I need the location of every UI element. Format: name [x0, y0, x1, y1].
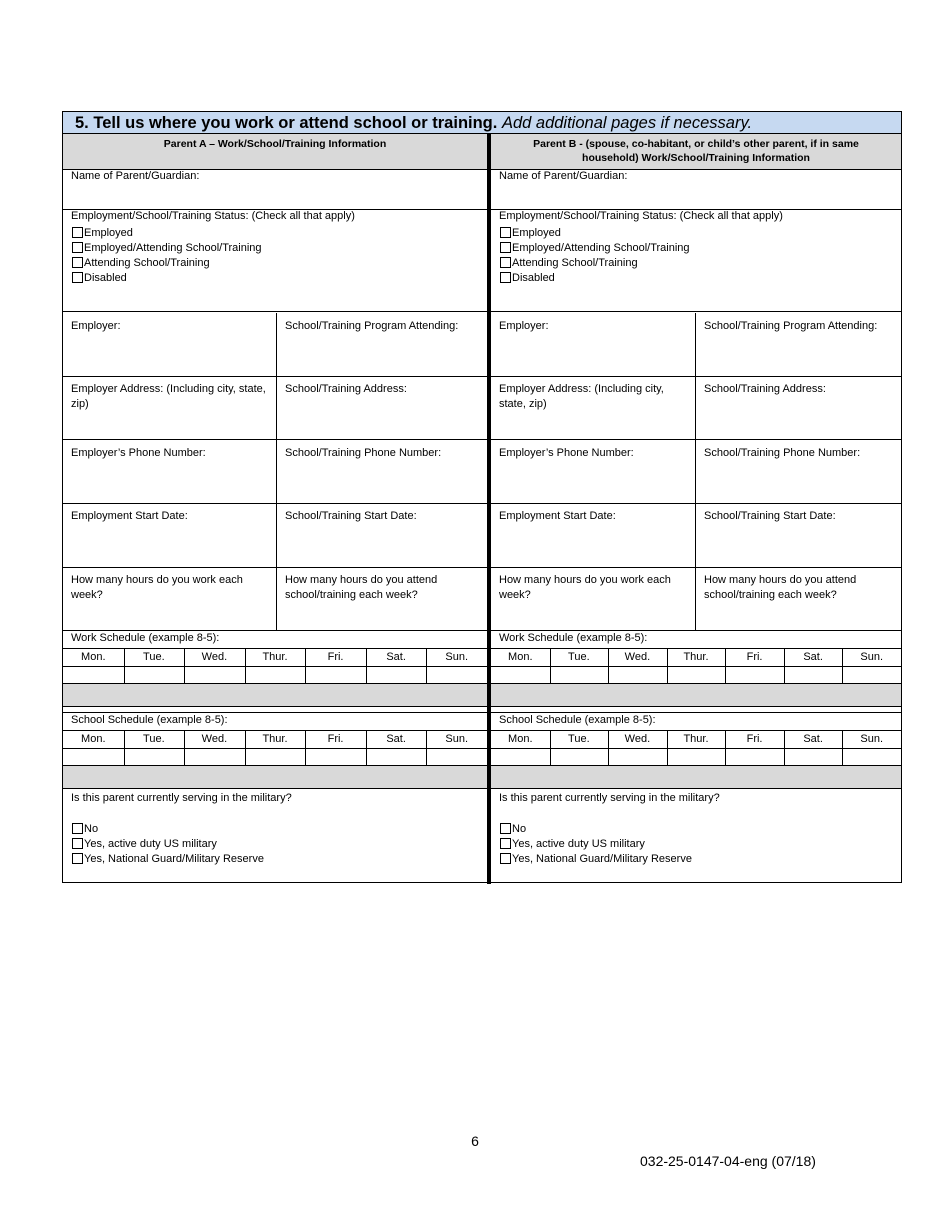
parent-a-military-option-0[interactable] [72, 821, 98, 836]
parent-a-school-schedule-day-header: Sat. [386, 733, 406, 745]
parent-b-work-schedule-day-input[interactable] [725, 667, 784, 683]
parent-b-status-option-2[interactable] [500, 255, 638, 270]
parent-b-employer-phone-input[interactable] [491, 476, 695, 503]
parent-a-employer-phone-input[interactable] [63, 476, 276, 503]
parent-b-employer-address-input[interactable] [491, 412, 695, 439]
row-divider [63, 311, 487, 312]
cell-divider [695, 376, 696, 439]
parent-a-school-schedule-day-header: Fri. [327, 733, 344, 745]
parent-b-work-hours-input[interactable] [491, 603, 695, 630]
parent-a-employment-start-label: Employment Start Date: [71, 510, 188, 522]
parent-a-military-option-label: Yes, National Guard/Military Reserve [84, 852, 264, 865]
parent-b-school-schedule-day-header: Fri. [746, 733, 763, 745]
row-divider [63, 666, 487, 667]
parent-b-status-option-label: Employed/Attending School/Training [512, 241, 690, 254]
cell-divider [276, 503, 277, 567]
row-divider [491, 730, 901, 731]
parent-b-work-schedule-label: Work Schedule (example 8-5): [499, 632, 648, 644]
parent-a-school-address-label: School/Training Address: [285, 383, 407, 395]
checkbox[interactable] [72, 272, 83, 283]
checkbox[interactable] [72, 242, 83, 253]
parent-b-work-schedule-day-input[interactable] [842, 667, 901, 683]
cell-divider [276, 567, 277, 630]
parent-a-status-option-2[interactable] [72, 255, 210, 270]
parent-b-school-address-label: School/Training Address: [704, 383, 826, 395]
parent-b-work-schedule-day-header: Mon. [508, 651, 533, 663]
parent-a-employer-phone-label: Employer’s Phone Number: [71, 447, 206, 459]
row-divider [63, 706, 487, 707]
parent-b-military-option-label: Yes, active duty US military [512, 837, 645, 850]
parent-a-school-start-input[interactable] [277, 539, 487, 567]
parent-a-status-option-label: Attending School/Training [84, 256, 210, 269]
parent-b-work-schedule-day-header: Sun. [860, 651, 884, 663]
parent-a-school-schedule-day-input[interactable] [124, 749, 185, 765]
parent-a-school-schedule-day-header: Wed. [201, 733, 228, 745]
row-divider [491, 648, 901, 649]
parent-a-status-option-label: Employed/Attending School/Training [84, 241, 262, 254]
parent-a-school-schedule-day-header: Sun. [445, 733, 469, 745]
parent-b-school-schedule-day-input[interactable] [784, 749, 843, 765]
parent-a-school-schedule-day-header: Thur. [262, 733, 288, 745]
parent-b-school-schedule-day-input[interactable] [608, 749, 667, 765]
parent-b-work-schedule-spacer [491, 684, 901, 706]
parent-b-work-schedule-day-header: Thur. [683, 651, 709, 663]
parent-b-school-address-input[interactable] [696, 412, 901, 439]
row-divider [63, 648, 487, 649]
parent-a-work-schedule-day-header: Thur. [262, 651, 288, 663]
parent-a-school-schedule-day-input[interactable] [366, 749, 427, 765]
parent-a-employer-label: Employer: [71, 320, 121, 332]
parent-a-name-input[interactable] [63, 184, 487, 208]
parent-a-status-option-label: Employed [84, 226, 133, 239]
row-divider [63, 503, 487, 504]
cell-divider [276, 440, 277, 503]
parent-a-work-schedule-day-input[interactable] [245, 667, 306, 683]
parent-b-work-schedule-day-input[interactable] [550, 667, 609, 683]
parent-b-work-schedule-day-input[interactable] [784, 667, 843, 683]
parent-a-school-schedule-day-header: Mon. [81, 733, 106, 745]
parent-a-work-schedule-day-header: Wed. [201, 651, 228, 663]
parent-b-school-schedule-day-input[interactable] [842, 749, 901, 765]
parent-a-work-schedule-day-input[interactable] [305, 667, 366, 683]
section-title-italic: Add additional pages if necessary. [501, 114, 753, 132]
parent-b-military-option-label: No [512, 822, 527, 835]
checkbox[interactable] [500, 257, 511, 268]
checkbox[interactable] [500, 823, 511, 834]
parent-b-school-schedule-label: School Schedule (example 8-5): [499, 714, 656, 726]
parent-a-work-schedule-day-header: Sat. [386, 651, 406, 663]
row-divider [63, 376, 487, 377]
parent-a-status-option-0[interactable] [72, 225, 133, 240]
parent-a-school-program-input[interactable] [277, 349, 487, 376]
row-divider [491, 748, 901, 749]
row-divider [491, 630, 901, 631]
parent-b-employer-phone-label: Employer’s Phone Number: [499, 447, 634, 459]
row-divider [491, 311, 901, 312]
parent-a-work-schedule-spacer [63, 684, 487, 706]
row-divider [491, 376, 901, 377]
parent-b-status-option-3[interactable] [500, 270, 555, 285]
parent-b-school-schedule-day-header: Mon. [508, 733, 533, 745]
parent-b-school-schedule-day-header: Wed. [624, 733, 651, 745]
parent-b-status-option-label: Disabled [512, 271, 555, 284]
parent-b-name-label: Name of Parent/Guardian: [499, 170, 628, 182]
parent-a-work-hours-input[interactable] [63, 603, 276, 630]
checkbox[interactable] [72, 257, 83, 268]
section-title [63, 112, 901, 134]
parent-a-school-program-label: School/Training Program Attending: [285, 320, 459, 332]
parent-a-school-schedule-day-input[interactable] [426, 749, 487, 765]
parent-b-military-option-label: Yes, National Guard/Military Reserve [512, 852, 692, 865]
parent-a-military-option-label: Yes, active duty US military [84, 837, 217, 850]
parent-b-school-schedule-day-header: Sun. [860, 733, 884, 745]
parent-b-status-option-1[interactable] [500, 240, 690, 255]
parent-b-school-start-label: School/Training Start Date: [704, 510, 836, 522]
cell-divider [276, 376, 277, 439]
parent-a-work-schedule-day-input[interactable] [426, 667, 487, 683]
parent-b-header: Parent B - (spouse, co-habitant, or child’s other parent, if in same household) Work/School/Training Information [491, 134, 901, 170]
parent-b-name-input[interactable] [491, 184, 901, 208]
parent-a-work-schedule-day-header: Mon. [81, 651, 106, 663]
cell-divider [695, 313, 696, 376]
section-title-bold: 5. Tell us where you work or attend school or training. [75, 114, 498, 132]
parent-b-school-schedule-day-input[interactable] [491, 749, 550, 765]
checkbox[interactable] [500, 242, 511, 253]
row-divider [491, 788, 901, 789]
parent-b-school-program-input[interactable] [696, 349, 901, 376]
parent-a-work-schedule-day-input[interactable] [124, 667, 185, 683]
parent-a-employer-input[interactable] [63, 349, 276, 376]
row-divider [63, 748, 487, 749]
parent-b-school-phone-input[interactable] [696, 476, 901, 503]
row-divider [491, 567, 901, 568]
parent-a-military-label: Is this parent currently serving in the military? [71, 792, 292, 804]
row-divider [491, 706, 901, 707]
work-school-form [62, 111, 902, 883]
parent-b-status-option-label: Employed [512, 226, 561, 239]
parent-b-school-schedule-day-input[interactable] [667, 749, 726, 765]
checkbox[interactable] [72, 227, 83, 238]
parent-b-work-hours-label: How many hours do you work each week? [499, 574, 671, 601]
parent-b-school-schedule-day-header: Sat. [803, 733, 823, 745]
parent-b-employer-address-label: Employer Address: (Including city, state, zip) [499, 383, 664, 410]
parent-a-work-schedule-day-header: Tue. [143, 651, 165, 663]
parent-a-school-hours-input[interactable] [277, 603, 487, 630]
parent-b-work-schedule-day-header: Sat. [803, 651, 823, 663]
parent-b-status-option-label: Attending School/Training [512, 256, 638, 269]
parent-a-school-schedule-day-input[interactable] [184, 749, 245, 765]
parent-b-status-option-0[interactable] [500, 225, 561, 240]
parent-a-school-schedule-day-header: Tue. [143, 733, 165, 745]
parent-b-military-option-1[interactable] [500, 836, 645, 851]
row-divider [491, 439, 901, 440]
parent-b-school-schedule-spacer [491, 766, 901, 788]
cell-divider [276, 313, 277, 376]
row-divider [63, 730, 487, 731]
parent-a-school-schedule-label: School Schedule (example 8-5): [71, 714, 228, 726]
parent-b-school-schedule-day-input[interactable] [725, 749, 784, 765]
parent-a-school-start-label: School/Training Start Date: [285, 510, 417, 522]
parent-a-status-option-label: Disabled [84, 271, 127, 284]
parent-a-status-label: Employment/School/Training Status: (Check all that apply) [71, 210, 355, 222]
parent-a-header: Parent A – Work/School/Training Information [63, 134, 487, 170]
row-divider [491, 712, 901, 713]
row-divider [63, 712, 487, 713]
parent-a-work-schedule-day-header: Fri. [327, 651, 344, 663]
parent-a-work-schedule-day-input[interactable] [63, 667, 124, 683]
parent-a-employer-address-label: Employer Address: (Including city, state, zip) [71, 383, 266, 410]
checkbox[interactable] [72, 823, 83, 834]
parent-a-school-address-input[interactable] [277, 412, 487, 439]
parent-a-work-schedule-day-input[interactable] [184, 667, 245, 683]
parent-a-work-hours-label: How many hours do you work each week? [71, 574, 243, 601]
parent-a-school-schedule-day-input[interactable] [305, 749, 366, 765]
parent-a-name-label: Name of Parent/Guardian: [71, 170, 200, 182]
parent-a-status-option-3[interactable] [72, 270, 127, 285]
parent-b-work-schedule-day-input[interactable] [667, 667, 726, 683]
parent-b-school-start-input[interactable] [696, 539, 901, 567]
parent-a-work-schedule-day-input[interactable] [366, 667, 427, 683]
row-divider [63, 567, 487, 568]
row-divider [491, 503, 901, 504]
row-divider [63, 439, 487, 440]
parent-a-work-schedule-label: Work Schedule (example 8-5): [71, 632, 220, 644]
parent-a-school-schedule-day-input[interactable] [63, 749, 124, 765]
parent-a-school-schedule-spacer [63, 766, 487, 788]
checkbox[interactable] [72, 853, 83, 864]
checkbox[interactable] [500, 227, 511, 238]
parent-a-employer-address-input[interactable] [63, 412, 276, 439]
parent-b-status-label: Employment/School/Training Status: (Check all that apply) [499, 210, 783, 222]
row-divider [491, 666, 901, 667]
parent-a-work-schedule-day-header: Sun. [445, 651, 469, 663]
checkbox[interactable] [500, 853, 511, 864]
parent-b-work-schedule-day-input[interactable] [491, 667, 550, 683]
parent-b-work-schedule-day-header: Tue. [568, 651, 590, 663]
cell-divider [695, 440, 696, 503]
checkbox[interactable] [72, 838, 83, 849]
parent-a-school-schedule-day-input[interactable] [245, 749, 306, 765]
parent-a-status-option-1[interactable] [72, 240, 262, 255]
cell-divider [695, 503, 696, 567]
parent-a-school-phone-label: School/Training Phone Number: [285, 447, 442, 459]
parent-a-military-option-2[interactable] [72, 851, 264, 866]
parent-b-employer-label: Employer: [499, 320, 549, 332]
parent-a-school-phone-input[interactable] [277, 476, 487, 503]
parent-b-work-schedule-day-input[interactable] [608, 667, 667, 683]
parent-b-school-phone-label: School/Training Phone Number: [704, 447, 861, 459]
parent-b-school-hours-input[interactable] [696, 603, 901, 630]
parent-b-military-label: Is this parent currently serving in the military? [499, 792, 720, 804]
checkbox[interactable] [500, 838, 511, 849]
parent-b-school-program-label: School/Training Program Attending: [704, 320, 878, 332]
parent-b-work-schedule-day-header: Wed. [624, 651, 651, 663]
parent-b-military-option-2[interactable] [500, 851, 692, 866]
row-divider [63, 788, 487, 789]
parent-b-work-schedule-day-header: Fri. [746, 651, 763, 663]
cell-divider [695, 567, 696, 630]
parent-b-school-schedule-day-input[interactable] [550, 749, 609, 765]
parent-b-employment-start-label: Employment Start Date: [499, 510, 616, 522]
parent-a-military-option-1[interactable] [72, 836, 217, 851]
checkbox[interactable] [500, 272, 511, 283]
row-divider [63, 630, 487, 631]
form-code: 032-25-0147-04-eng (07/18) [640, 1153, 816, 1169]
parent-b-military-option-0[interactable] [500, 821, 526, 836]
parent-b-school-schedule-day-header: Tue. [568, 733, 590, 745]
parent-b-school-hours-label: How many hours do you attend school/training each week? [704, 574, 857, 601]
parent-a-military-option-label: No [84, 822, 99, 835]
parent-a-school-hours-label: How many hours do you attend school/training each week? [285, 574, 438, 601]
parent-a-employment-start-input[interactable] [63, 539, 276, 567]
parent-b-employer-input[interactable] [491, 349, 695, 376]
page-number: 6 [471, 1133, 479, 1149]
parent-b-school-schedule-day-header: Thur. [683, 733, 709, 745]
parent-b-employment-start-input[interactable] [491, 539, 695, 567]
